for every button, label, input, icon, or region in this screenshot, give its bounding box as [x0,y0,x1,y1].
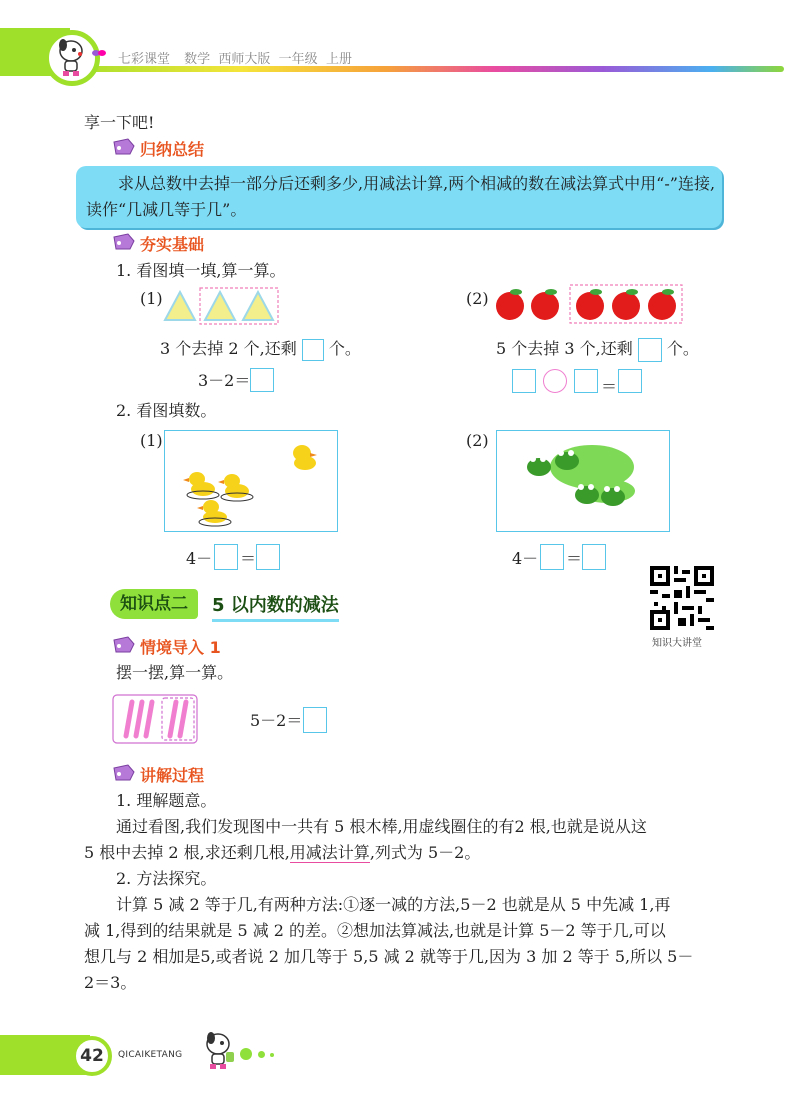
footer-dot [258,1051,265,1058]
situation-instruction: 摆一摆,算一算。 [116,663,234,682]
page-number: 42 [72,1036,112,1076]
q1-p1-number: (1) [140,289,163,308]
summary-box [76,166,722,228]
answer-box[interactable] [540,544,564,570]
apple-shape [496,289,524,320]
triangle-shape [165,292,195,320]
answer-box[interactable] [582,544,606,570]
knowledge-tag: 知识点二 [110,589,198,619]
header-series: 七彩课堂 [118,52,171,67]
basics-title: 夯实基础 [140,235,205,254]
q1-p2-sentence-a: 5 个去掉 3 个,还剩 [496,339,633,358]
explain-para2-line2: 减 1,得到的结果就是 5 减 2 的差。②想加法算减法,也就是计算 5－2 等于几,可以 [84,921,666,940]
answer-box[interactable] [214,544,238,570]
ducks-picture-frame [164,430,338,532]
q1-p1-sentence [160,336,361,362]
stick-shape [170,702,176,736]
q2-p2-eq-b: ＝ [566,549,583,568]
situation-title: 情境导入 1 [140,638,221,657]
section-tag-icon [112,764,136,782]
section-tag-icon [112,233,136,251]
qr-caption: 知识大讲堂 [652,638,702,649]
operator-circle[interactable] [543,369,567,393]
duck-shape [183,472,219,499]
mascot-icon [200,1030,240,1074]
duck-shape [218,474,253,501]
header-bar [0,0,800,90]
answer-box[interactable] [638,338,662,362]
apple-shape [531,289,559,320]
explain-para2-line3: 想几与 2 相加是5,或者说 2 加几等于 5,5 减 2 就等于几,因为 3 加 2 等于 5,所以 5－ [84,947,694,966]
intro-text: 享一下吧! [84,113,155,132]
answer-box[interactable] [303,707,327,733]
summary-title: 归纳总结 [140,140,205,159]
q2-p1-eq-a: 4－ [186,549,213,568]
qr-code-icon[interactable] [650,566,714,630]
stick-shape [126,702,132,736]
explain-title: 讲解过程 [140,766,205,785]
q1-p2-sentence [496,336,699,362]
frogs-picture-frame [496,430,670,532]
answer-box[interactable] [618,369,642,393]
mascot-badge [44,30,100,86]
stick-shape [136,702,142,736]
q1-p2-number: (2) [466,289,489,308]
summary-body: 求从总数中去掉一部分后还剩多少,用减法计算,两个相减的数在减法算式中用“-”连接,读作“几减几等于几”。 [86,174,716,219]
explain-para1-line2 [84,840,480,866]
q2-p2-number: (2) [466,431,489,450]
q1-p1-sentence-b: 个。 [328,339,361,358]
q2-label: 2. 看图填数。 [116,401,217,420]
explain-para1-line2-b: ,列式为 5－2。 [369,843,481,862]
section-tag-icon [112,138,136,156]
triangle-shape [205,292,235,320]
q2-p2-eq-a: 4－ [512,549,539,568]
knowledge-title: 5 以内数的减法 [212,591,339,622]
answer-box[interactable] [574,369,598,393]
triangles-figure [160,286,290,326]
q2-p1-eq-b: ＝ [240,549,257,568]
q1-p1-sentence-a: 3 个去掉 2 个,还剩 [160,339,297,358]
mascot-icon [49,35,95,81]
explain-step1: 1. 理解题意。 [116,791,217,810]
explain-underlined-term: 用减法计算 [289,843,370,862]
triangle-shape [243,292,273,320]
ducks-picture [165,431,335,529]
header-title [118,48,352,67]
q1-p2-sentence-b: 个。 [666,339,699,358]
butterfly-icon [92,48,106,58]
stick-shape [180,702,186,736]
explain-para2-line4: 2＝3。 [84,973,137,992]
explain-para1-line2-a: 5 根中去掉 2 根,求还剩几根, [84,843,290,862]
duck-shape [293,445,317,470]
equals-sign: ＝ [601,377,618,396]
footer-dot [240,1048,252,1060]
frog-shape [527,456,551,476]
apple-shape [576,289,604,320]
apple-shape [612,289,640,320]
answer-box[interactable] [256,544,280,570]
q1-label: 1. 看图填一填,算一算。 [116,261,286,280]
answer-box[interactable] [512,369,536,393]
q1-p1-equation: 3－2＝ [198,371,251,390]
stick-shape [146,702,152,736]
answer-box[interactable] [250,368,274,392]
answer-box[interactable] [302,339,324,361]
footer-brand: QICAIKETANG [118,1050,183,1060]
q2-p1-number: (1) [140,431,163,450]
frogs-picture [497,431,667,529]
explain-step2: 2. 方法探究。 [116,869,217,888]
duck-shape [197,500,231,526]
apples-figure [490,282,686,326]
header-subtitle: 数学 西师大版 一年级 上册 [184,52,352,67]
apple-shape [648,289,676,320]
explain-para2-line1: 计算 5 减 2 等于几,有两种方法:①逐一减的方法,5－2 也就是从 5 中先减 1,再 [116,895,671,914]
sticks-figure [112,694,198,744]
situation-equation: 5－2＝ [250,711,303,730]
footer-dot [270,1053,274,1057]
explain-para1-line1: 通过看图,我们发现图中一共有 5 根木棒,用虚线圈住的有2 根,也就是说从这 [116,817,647,836]
section-tag-icon [112,636,136,654]
